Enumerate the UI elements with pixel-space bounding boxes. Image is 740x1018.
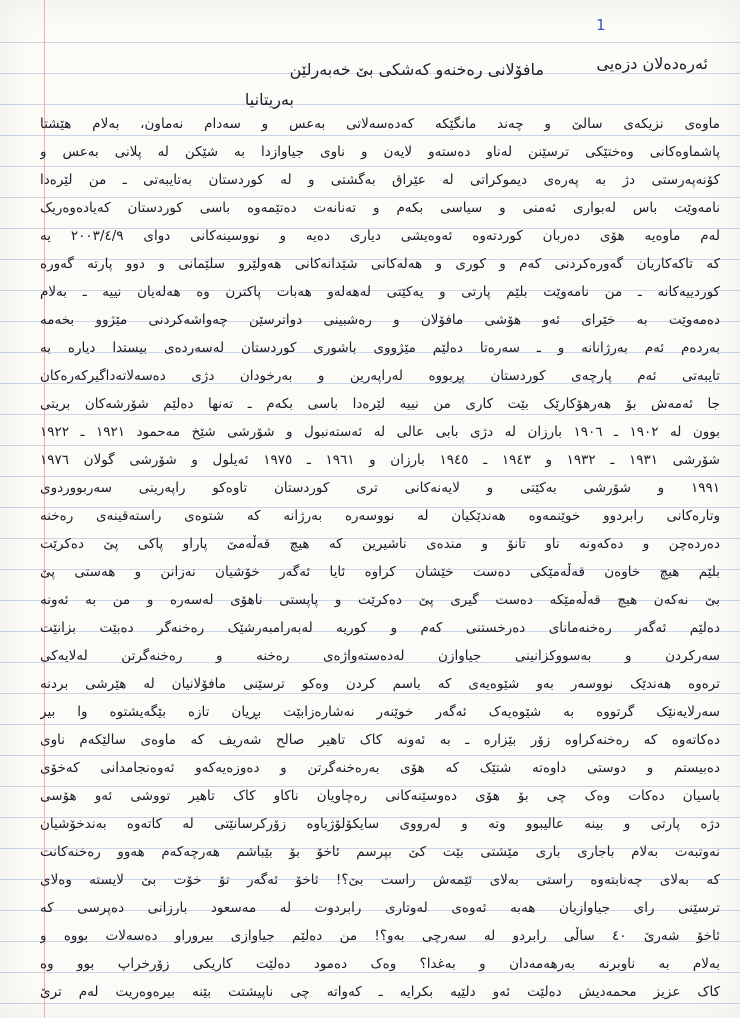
text-line: نەوتبەت بەلام باجاری باری مێشتی بێت کێ بپرسم ئاخۆ بۆ بێباشم هەرچەکەم هەوو رەخنەکانت (40, 844, 720, 860)
page-number: 1 (596, 16, 606, 34)
text-line: ماوەی نزیکەی سالێ و چەند مانگێکە کەدەسەلاتی بەعس و سەدام نەماون، بەلام هێشتا (40, 116, 720, 132)
text-line: ١٩٩١ و شۆرشی بەکێتی و لایەنەکانی تری کوردستان تاوەکو راپەرینی سەربووردوی (40, 480, 720, 496)
text-line: ئاخۆ شەرێ ٤٠ ساڵی رابردو لە سەرچی بەو؟! من دەلێم جیاوازی بیروراو دەسەلات بووە و (40, 928, 720, 944)
text-line: کۆنەپەرستی دژ بە پەرەی دیموکراتی لە عێراق بەگشتی و لە کوردستان بەتایبەتی ـ من لێرەدا (40, 172, 720, 188)
text-line: بەردەم ئەم بەرژانانە و ـ سەرەتا دەلێم مێژووی باشوری کوردستان لەسەردەی بیستدا دیارە بە (40, 340, 720, 356)
text-line: کە بەلای چەنابتەوە راستی بەلای ئێمەش راست بێ؟! ئاخۆ ئەگەر تۆ خۆت بێ لایستە وەلای (40, 872, 720, 888)
text-line: کاک عزیز محمەدیش دەلێت ئەو دلێیە بکرایە ـ کەواتە چی ناپیشتت بێنە بیرەوەریت لەم ترێ (40, 984, 720, 1000)
text-line: سەرکردن و بەسووکزانینی جیاوازن لەدەستەواژەی رەخنە و رەخنەگرتن لەلایەکی (40, 648, 720, 664)
text-line: کوردییەکانە ـ من نامەوێت بلێم پارتی و یەکێتی لەهەلەو هەبات پاکترن وە هەلەیان نییە ـ بەلام (40, 284, 720, 300)
text-line: وتارەکانی رابردوو خوێنمەوە هەندێکیان لە نووسەرە بەرژانە کە شتوەی راستەقینەی رەخنە (40, 508, 720, 524)
text-line: بەلام بە ناوبرنە بەرهەمەدان و بەغدا؟ وەک دەمود دەلێت کاریکی زۆرخراپ بوو وە (40, 956, 720, 972)
text-line: دەبیستم و دوستی داوەتە شتێک کە هۆی بەرەخنەگرتن و دەوزەیەکەو ئەوەنجامدانی کەخۆی (40, 760, 720, 776)
text-line: بوون لە ١٩٠٢ ـ ١٩٠٦ بارزان لە دژی بابی عالی لە ئەستەنبول و شۆرشی شێخ مەحمود ١٩٢١ ـ ١٩٢٢ (40, 424, 720, 440)
text-line: دەکاتەوە کە رەخنەکراوە زۆر بێزارە ـ بە ئەونە کاک تاهیر صالح شەریف کە ماوەی سالێکەم ناوی (40, 732, 720, 748)
letter-title: مافۆلانی رەخنەو کەشکی بێ خەبەرلێن (289, 60, 544, 79)
author-name: ئەرەدەلان دزەیی (596, 54, 708, 73)
text-line: سەرلایەنێک گرتووە بە شێوەیەک ئەگەر خوێنەر نەشارەزابێت بڕیان تازە بێگەیشتوە وا بیر (40, 704, 720, 720)
text-line: باسیان دەکات وەک چی بۆ هۆی دەوسێنەکانی رەچاویان ناکاو کاک تاهیر تووشی ئەو هۆسی (40, 788, 720, 804)
text-line: ترەوە هەندێک نووسەر بەو شێوەیەی کە باسم کردن وەکو ترسێنی مافۆلانیان لە هێرشی بردنە (40, 676, 720, 692)
handwritten-body (40, 110, 720, 1006)
text-line: دەمەوێت بە خێرای ئەو هۆشی مافۆلان و رەشبینی دواترسێن چەواشەکردنی مێژوو بخەمە (40, 312, 720, 328)
text-line: دەلێم ئەگەر رەخنەمانای دەرخستنی کەم و کوریە لەبەرامبەرشێک رەخنەگر دەبێت بزانێت (40, 620, 720, 636)
text-line: شۆرشی ١٩٣١ ـ ١٩٣٢ و ١٩٤٣ ـ ١٩٤٥ بارزان و ١٩٦١ ـ ١٩٧٥ ئەیلول و شۆرشی گولان ١٩٧٦ (40, 452, 720, 468)
text-line: تایبەتی ئەم پارچەی کوردستان پڕبووە لەراپەرین و بەرخودان دژی دەسەلاتەداگیرکەرەکان (40, 368, 720, 384)
text-line: لەم ماوەیە هۆی دەربان کوردتەوە ئەوەیشی دیاری دەیە و نووسینەکانی دوای ٢٠٠٣/٤/٩ یە (40, 228, 720, 244)
text-line: ترسێنی رای جیاوازیان هەبە ئەوەی لەوتاری رابردوت لە مەسعود بارزانی دەپرسی کە (40, 900, 720, 916)
text-line: پاشماوەکانی وەختێکی ترسێنن لەناو دەستەو لایەن و ناوی جیاوازدا بە شێکن لە پلانی بەعس و (40, 144, 720, 160)
location-subtitle: بەریتانیا (244, 90, 294, 109)
text-line: بلێم هیچ خاوەن قەڵەمێکی دەست خێشان کراوە ئایا ئەگەر خۆشیان نەزانن و هەستی پێ (40, 564, 720, 580)
text-line: نامەوێت باس لەبواری ئەمنی و سیاسی بکەم و تەنانەت دەتێمەوە باسی کوردستان کەیادەوەریک (40, 200, 720, 216)
text-line: جا ئەمەش بۆ هەرهۆکارێک بێت کاری من نییە لێرەدا باسی بکەم ـ تەنها دەلێم شۆرشەکان بریتی (40, 396, 720, 412)
text-line: کە تاکەکاریان گەورەکردنی کەم و کوری و هەلەکانی شێدانەکانی هەولێرو سلێمانی و دوو پارتە گەورە (40, 256, 720, 272)
text-line: بێ نەکەن هیچ قەڵەمێکە دەست گیری پێ دەکرێت و پاپستی ناهۆی لەسەرە و من بە ئەونە (40, 592, 720, 608)
text-line: دەردەچن و دەکەونە ناو تانۆ و مندەی ناشیرین کە هیچ قەڵەمێ پاراو پاکی پێ دەکرێت (40, 536, 720, 552)
text-line: دژە پارتی و بینە عالیبوو وتە و لەرووی سایکۆلۆژیاوە زۆرکرسانێتی لە کاتەوە بەندخۆشیان (40, 816, 720, 832)
